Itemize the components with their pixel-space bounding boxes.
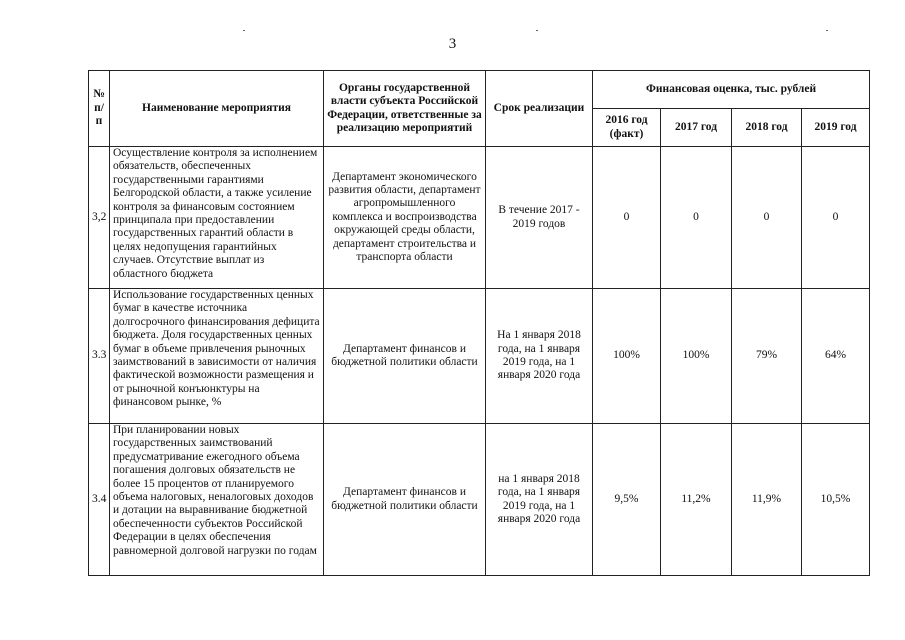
scan-speck [826,30,828,31]
value-2018: 0 [732,147,802,289]
responsible-org: Департамент финансов и бюджетной политики области [324,424,486,576]
measure-name: Осуществление контроля за исполнением обязательств, обеспеченных государственными гарантиями Белгородской области, а также усиление контроля за финансовым состоянием принципала при предоставлении государственных гарантий области в целях недопущения гарантийных случаев. Отсутствие выплат из областного бюджета [110,147,324,289]
value-2016: 9,5% [593,424,661,576]
header-year-2016: 2016 год (факт) [593,109,661,147]
value-2019: 10,5% [802,424,870,576]
scan-speck [536,30,538,31]
responsible-org: Департамент экономического развития области, департамент агропромышленного комплекса и воспроизводства окружающей среды области, департамент строительства и транспорта области [324,147,486,289]
value-2018: 79% [732,289,802,424]
value-2018: 11,9% [732,424,802,576]
value-2017: 100% [661,289,732,424]
value-2017: 0 [661,147,732,289]
implementation-term: В течение 2017 - 2019 годов [486,147,593,289]
header-year-2017: 2017 год [661,109,732,147]
header-org: Органы государственной власти субъекта Российской Федерации, ответственные за реализацию мероприятий [324,71,486,147]
row-number: 3.4 [89,424,110,576]
value-2017: 11,2% [661,424,732,576]
value-2016: 0 [593,147,661,289]
value-2019: 0 [802,147,870,289]
measure-name: При планировании новых государственных заимствований предусматривание ежегодного объема погашения долговых обязательств не более 15 процентов от планируемого объема налоговых, неналоговых доходов и дотации на выравнивание бюджетной обеспеченности субъектов Российской Федерации в целях обеспечения равномерной долговой нагрузки по годам [110,424,324,576]
header-year-2018: 2018 год [732,109,802,147]
implementation-term: На 1 января 2018 года, на 1 января 2019 года, на 1 января 2020 года [486,289,593,424]
page-number: 3 [448,36,457,52]
header-year-2019: 2019 год [802,109,870,147]
measure-name: Использование государственных ценных бумаг в качестве источника долгосрочного финансирования дефицита бюджета. Доля государственных ценных бумаг в объеме привлечения рыночных заимствований в зависимости от наличия фактической возможности размещения и от рыночной конъюнктуры на финансовом рынке, % [110,289,324,424]
implementation-term: на 1 января 2018 года, на 1 января 2019 года, на 1 января 2020 года [486,424,593,576]
row-number: 3,2 [89,147,110,289]
table-row [89,289,870,424]
header-term: Срок реализации [486,71,593,147]
measures-table [88,70,870,576]
value-2019: 64% [802,289,870,424]
header-num: № п/п [89,71,110,147]
responsible-org: Департамент финансов и бюджетной политики области [324,289,486,424]
scan-speck [243,30,245,31]
table-row [89,424,870,576]
header-finance: Финансовая оценка, тыс. рублей [593,71,870,109]
value-2016: 100% [593,289,661,424]
header-name: Наименование мероприятия [110,71,324,147]
table-row [89,147,870,289]
row-number: 3.3 [89,289,110,424]
